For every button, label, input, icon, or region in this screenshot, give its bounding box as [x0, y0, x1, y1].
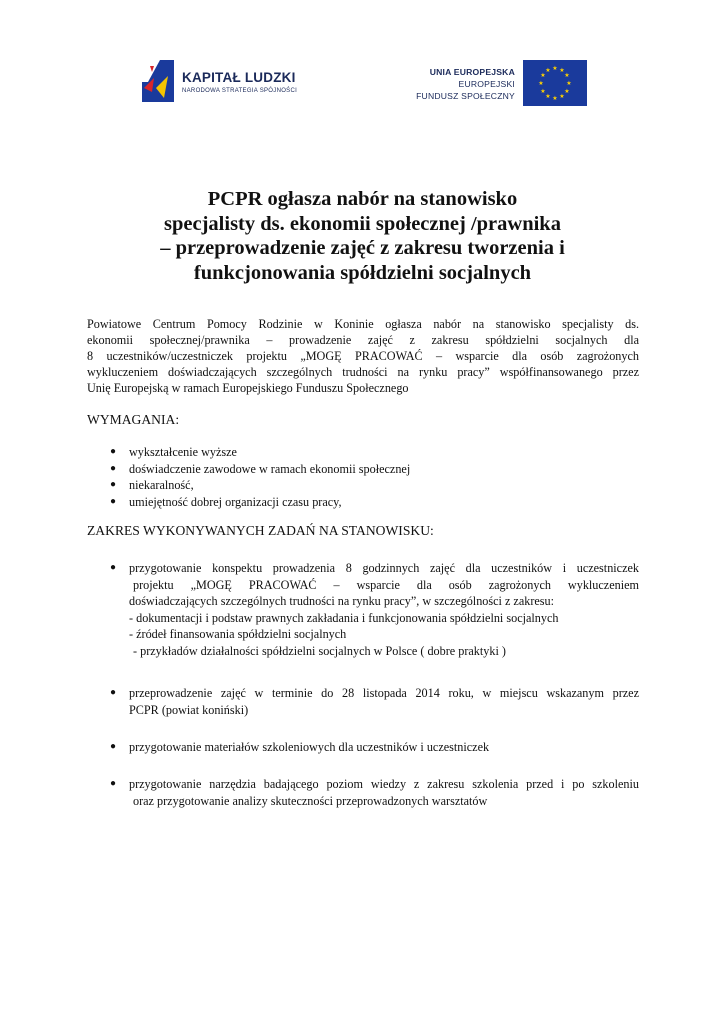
intro-paragraph	[87, 316, 639, 396]
title-line: – przeprowadzenie zajęć z zakresu tworzenia i	[160, 237, 565, 259]
task-item	[87, 776, 639, 809]
kapital-ludzki-subtitle: NARODOWA STRATEGIA SPÓJNOŚCI	[182, 88, 298, 94]
svg-text:★: ★	[540, 88, 546, 95]
intro-line: 8 uczestników/uczestniczek projektu „MOGĘ PRACOWAĆ – wsparcie dla osób zagrożonych	[87, 349, 639, 364]
svg-text:★: ★	[545, 93, 551, 100]
bullet-icon: ●	[110, 687, 117, 698]
bullet-icon: ●	[110, 446, 117, 457]
bullet-icon: ●	[110, 462, 117, 474]
eu-logo-line-1: UNIA EUROPEJSKA	[429, 67, 515, 77]
requirements-list	[87, 444, 410, 510]
requirement-text: wykształcenie wyższe	[129, 445, 237, 459]
svg-text:★: ★	[538, 80, 544, 87]
kapital-ludzki-title: KAPITAŁ LUDZKI	[182, 70, 296, 85]
tasks-heading: ZAKRES WYKONYWANYCH ZADAŃ NA STANOWISKU:	[87, 523, 434, 538]
bullet-icon: ●	[110, 778, 117, 789]
intro-line: Powiatowe Centrum Pomocy Rodzinie w Koninie ogłasza nabór na stanowisko specjalisty ds.	[87, 317, 639, 331]
svg-text:★: ★	[545, 67, 551, 74]
bullet-icon: ●	[110, 741, 117, 752]
task-line: PCPR (powiat koniński)	[129, 702, 249, 717]
svg-text:★: ★	[559, 93, 565, 100]
task-line: przygotowanie materiałów szkoleniowych dla uczestników i uczestniczek	[129, 740, 490, 754]
intro-line: Unię Europejską w ramach Europejskiego Funduszu Społecznego	[87, 381, 409, 396]
svg-text:★: ★	[564, 88, 570, 95]
task-item	[87, 685, 639, 718]
list-item	[87, 444, 410, 461]
intro-line: ekonomii społecznej/prawnika – prowadzenie zajęć z zakresu spółdzielni socjalnych dla	[87, 333, 639, 348]
eu-logo-line-3: FUNDUSZ SPOŁECZNY	[416, 91, 515, 101]
svg-text:★: ★	[566, 80, 572, 87]
task-line: - źródeł finansowania spółdzielni socjalnych	[129, 627, 347, 642]
task-line: doświadczających szczególnych trudności na rynku pracy”, w szczególności z zakresu:	[129, 594, 555, 609]
task-line: - dokumentacji i podstaw prawnych zakładania i funkcjonowania spółdzielni socjalnych	[129, 610, 559, 625]
task-line: przygotowanie narzędzia badającego poziom wiedzy z zakresu szkolenia przed i po szkoleniu	[129, 777, 639, 791]
svg-text:★: ★	[540, 72, 546, 79]
svg-text:★: ★	[564, 72, 570, 79]
title-line: PCPR ogłasza nabór na stanowisko	[207, 188, 518, 210]
bullet-icon: ●	[110, 479, 117, 490]
title-line: specjalisty ds. ekonomii społecznej /prawnika	[164, 212, 561, 235]
list-item	[87, 477, 410, 494]
task-line: przeprowadzenie zajęć w terminie do 28 listopada 2014 roku, w miejscu wskazanym przez	[129, 686, 639, 700]
task-line: oraz przygotowanie analizy skuteczności przeprowadzonych warsztatów	[133, 793, 488, 808]
intro-line: wykluczeniem doświadczających szczególnych trudności na rynku pracy” współfinansowanego przez	[87, 365, 639, 380]
eu-logo-text	[416, 66, 515, 102]
eu-efs-logo	[412, 60, 587, 108]
document-title	[60, 187, 665, 285]
task-item	[87, 739, 639, 756]
bullet-icon: ●	[110, 495, 117, 507]
title-line: funkcjonowania spółdzielni socjalnych	[193, 261, 532, 284]
eu-logo-line-2: EUROPEJSKI	[458, 79, 515, 89]
kapital-ludzki-logo	[140, 58, 310, 106]
task-line: przygotowanie konspektu prowadzenia 8 godzinnych zajęć dla uczestników i uczestniczek	[129, 561, 639, 575]
requirement-text: niekaralność,	[129, 478, 194, 492]
eu-flag-icon	[523, 60, 587, 106]
list-item	[87, 461, 410, 478]
svg-text:★: ★	[559, 67, 565, 74]
svg-text:★: ★	[552, 95, 558, 102]
task-item	[87, 560, 639, 660]
requirements-heading: WYMAGANIA:	[87, 412, 180, 427]
task-line: - przykładów działalności spółdzielni socjalnych w Polsce ( dobre praktyki )	[133, 643, 506, 658]
svg-text:★: ★	[552, 65, 558, 72]
task-line: projektu „MOGĘ PRACOWAĆ – wsparcie dla osób zagrożonych wykluczeniem	[133, 577, 639, 592]
kapital-ludzki-mark-icon	[140, 58, 176, 104]
requirement-text: umiejętność dobrej organizacji czasu pracy,	[129, 494, 342, 509]
list-item	[87, 494, 410, 511]
requirement-text: doświadczenie zawodowe w ramach ekonomii społecznej	[129, 461, 411, 476]
bullet-icon: ●	[110, 562, 117, 573]
